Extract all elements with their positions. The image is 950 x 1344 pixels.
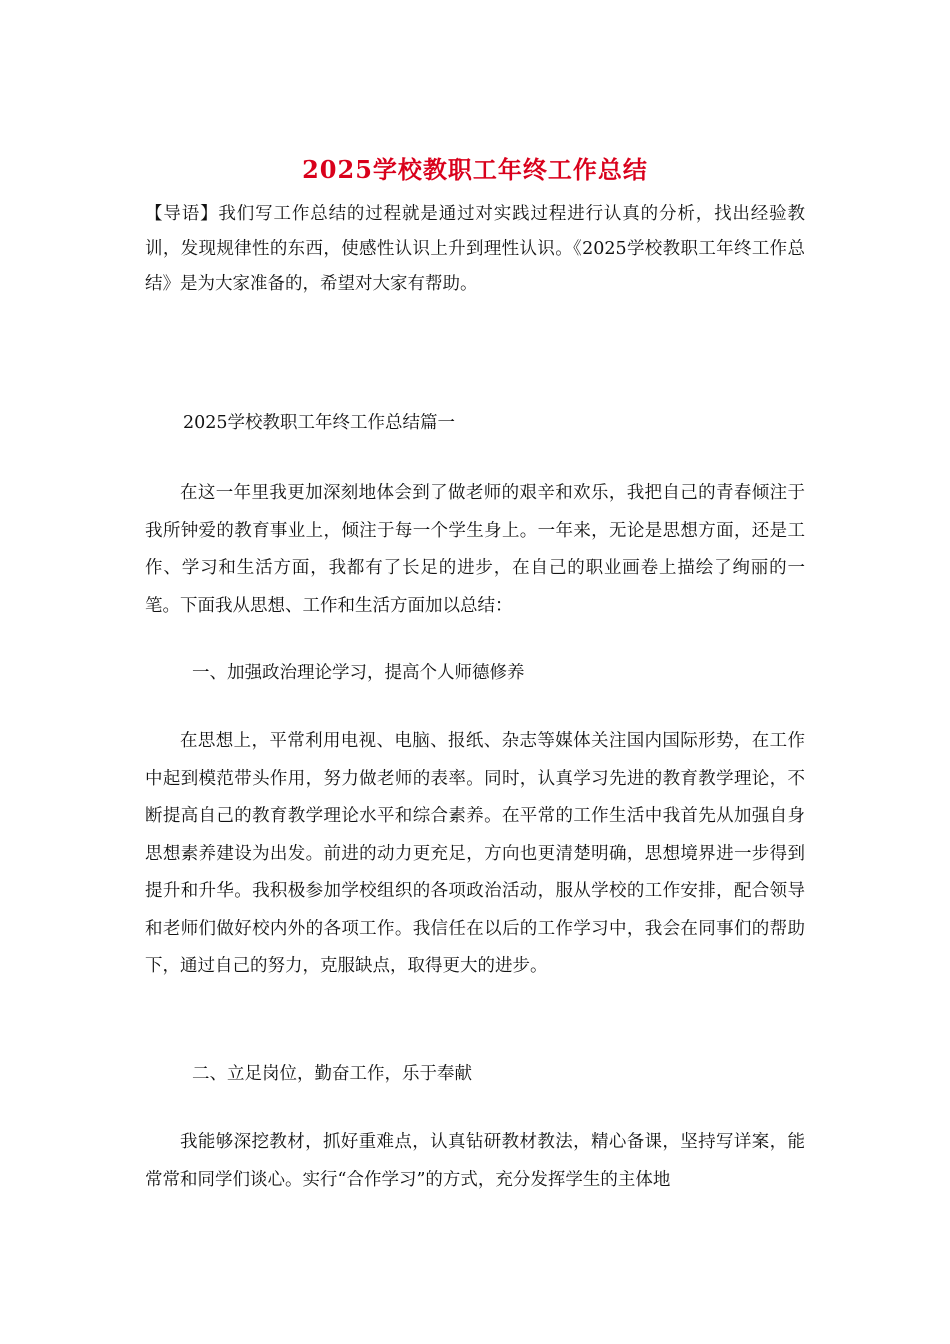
paragraph-2: 在思想上，平常利用电视、电脑、报纸、杂志等媒体关注国内国际形势，在工作中起到模范带头作用，努力做老师的表率。同时，认真学习先进的教育教学理论，不断提高自己的教育教学理论水平和综合素养。在平常的工作生活中我首先从加强自身思想素养建设为出发。前进的动力更充足，方向也更清楚明确，思想境界进一步得到提升和升华。我积极参加学校组织的各项政治活动，服从学校的工作安排，配合领导和老师们做好校内外的各项工作。我信任在以后的工作学习中，我会在同事们的帮助下，通过自己的努力，克服缺点，取得更大的进步。 (145, 731, 805, 976)
heading-2: 二、立足岗位，勤奋工作，乐于奉献 (192, 1064, 472, 1084)
heading-1: 一、加强政治理论学习，提高个人师德修养 (192, 663, 525, 683)
paragraph-3: 我能够深挖教材，抓好重难点，认真钻研教材教法，精心备课，坚持写详案，能常常和同学们谈心。实行“合作学习”的方式，充分发挥学生的主体地 (145, 1132, 805, 1190)
intro-paragraph: 【导语】我们写工作总结的过程就是通过对实践过程进行认真的分析，找出经验教训，发现规律性的东西，使感性认识上升到理性认识。《2025学校教职工年终工作总结》是为大家准备的，希望对大家有帮助。 (145, 204, 805, 294)
section-title: 2025学校教职工年终工作总结篇一 (183, 413, 456, 433)
paragraph-1: 在这一年里我更加深刻地体会到了做老师的艰辛和欢乐，我把自己的青春倾注于我所钟爱的教育事业上，倾注于每一个学生身上。一年来，无论是思想方面，还是工作、学习和生活方面，我都有了长足的进步，在自己的职业画卷上描绘了绚丽的一笔。下面我从思想、工作和生活方面加以总结： (145, 483, 805, 616)
document-title: 2025学校教职工年终工作总结 (302, 155, 648, 184)
